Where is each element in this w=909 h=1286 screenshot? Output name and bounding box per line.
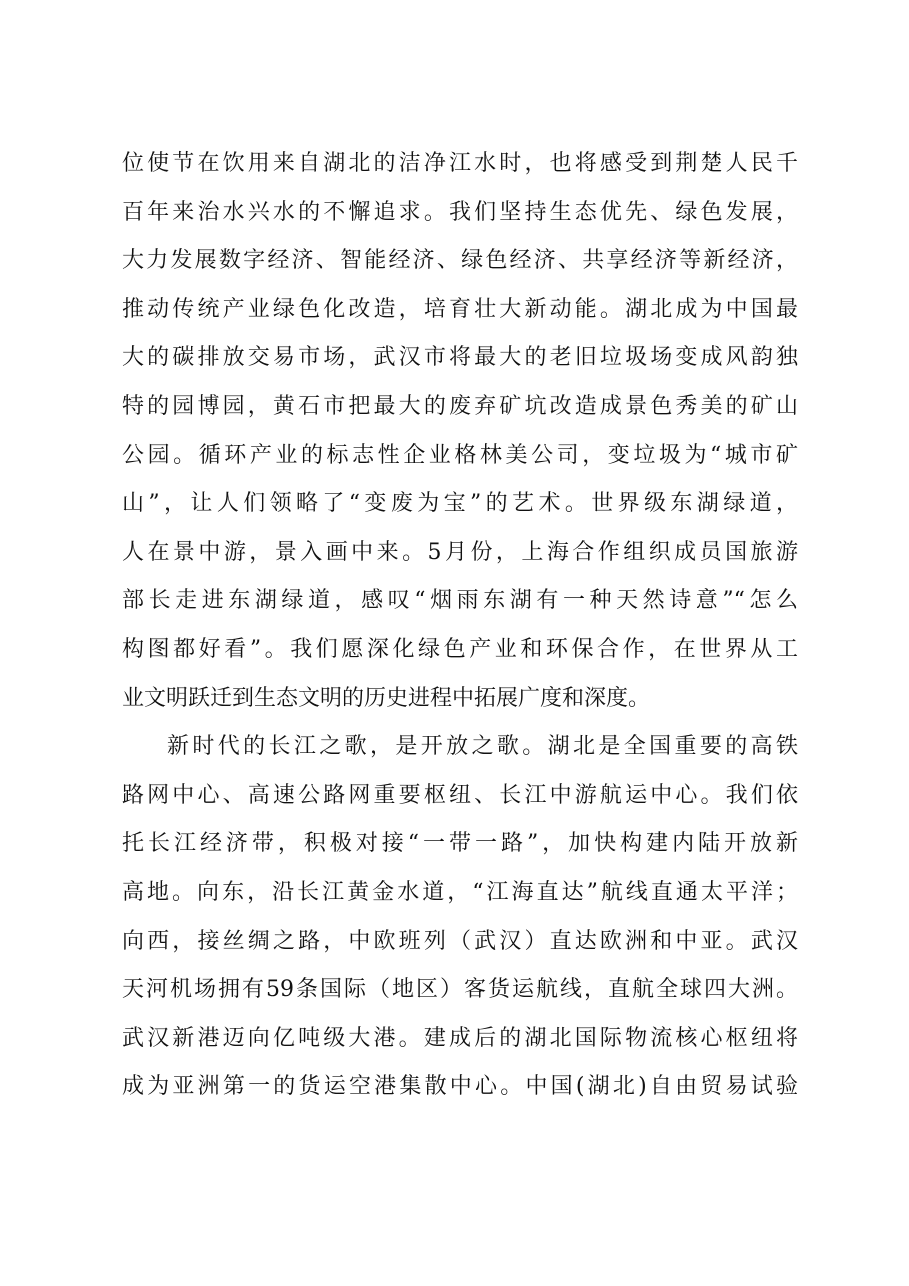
text-line: 新时代的长江之歌，是开放之歌。湖北是全国重要的高铁	[167, 734, 798, 760]
text-line: 位使节在饮用来自湖北的洁净江水时，也将感受到荆楚人民千	[122, 151, 798, 176]
text-line: 特的园博园，黄石市把最大的废弃矿坑改造成景色秀美的矿山	[122, 393, 798, 419]
text-line: 公园。循环产业的标志性企业格林美公司，变垃圾为“城市矿	[122, 442, 798, 468]
text-line: 武汉新港迈向亿吨级大港。建成后的湖北国际物流核心枢纽将	[122, 1025, 798, 1051]
text-line: 构图都好看”。我们愿深化绿色产业和环保合作，在世界从工	[122, 636, 798, 662]
text-line: 大的碳排放交易市场，武汉市将最大的老旧垃圾场变成风韵独	[122, 345, 798, 371]
text-line: 高地。向东，沿长江黄金水道，“江海直达”航线直通太平洋；	[122, 879, 798, 905]
text-line: 百年来治水兴水的不懈追求。我们坚持生态优先、绿色发展，	[122, 199, 798, 225]
text-line: 人在景中游，景入画中来。5月份，上海合作组织成员国旅游	[122, 539, 798, 565]
body-text	[122, 140, 798, 1112]
text-line: 大力发展数字经济、智能经济、绿色经济、共享经济等新经济，	[122, 248, 798, 274]
text-line: 天河机场拥有59条国际（地区）客货运航线，直航全球四大洲。	[122, 977, 798, 1003]
text-line: 成为亚洲第一的货运空港集散中心。中国(湖北)自由贸易试验	[122, 1074, 798, 1100]
text-line: 山”，让人们领略了“变废为宝”的艺术。世界级东湖绿道，	[122, 491, 798, 517]
text-line: 路网中心、高速公路网重要枢纽、长江中游航运中心。我们依	[122, 782, 798, 808]
text-line: 业文明跃迁到生态文明的历史进程中拓展广度和深度。	[122, 685, 651, 711]
text-line: 向西，接丝绸之路，中欧班列（武汉）直达欧洲和中亚。武汉	[122, 928, 798, 954]
text-line: 托长江经济带，积极对接“一带一路”，加快构建内陆开放新	[122, 831, 798, 857]
text-line: 部长走进东湖绿道，感叹“烟雨东湖有一种天然诗意”“怎么	[122, 588, 798, 614]
text-line: 推动传统产业绿色化改造，培育壮大新动能。湖北成为中国最	[122, 296, 798, 322]
